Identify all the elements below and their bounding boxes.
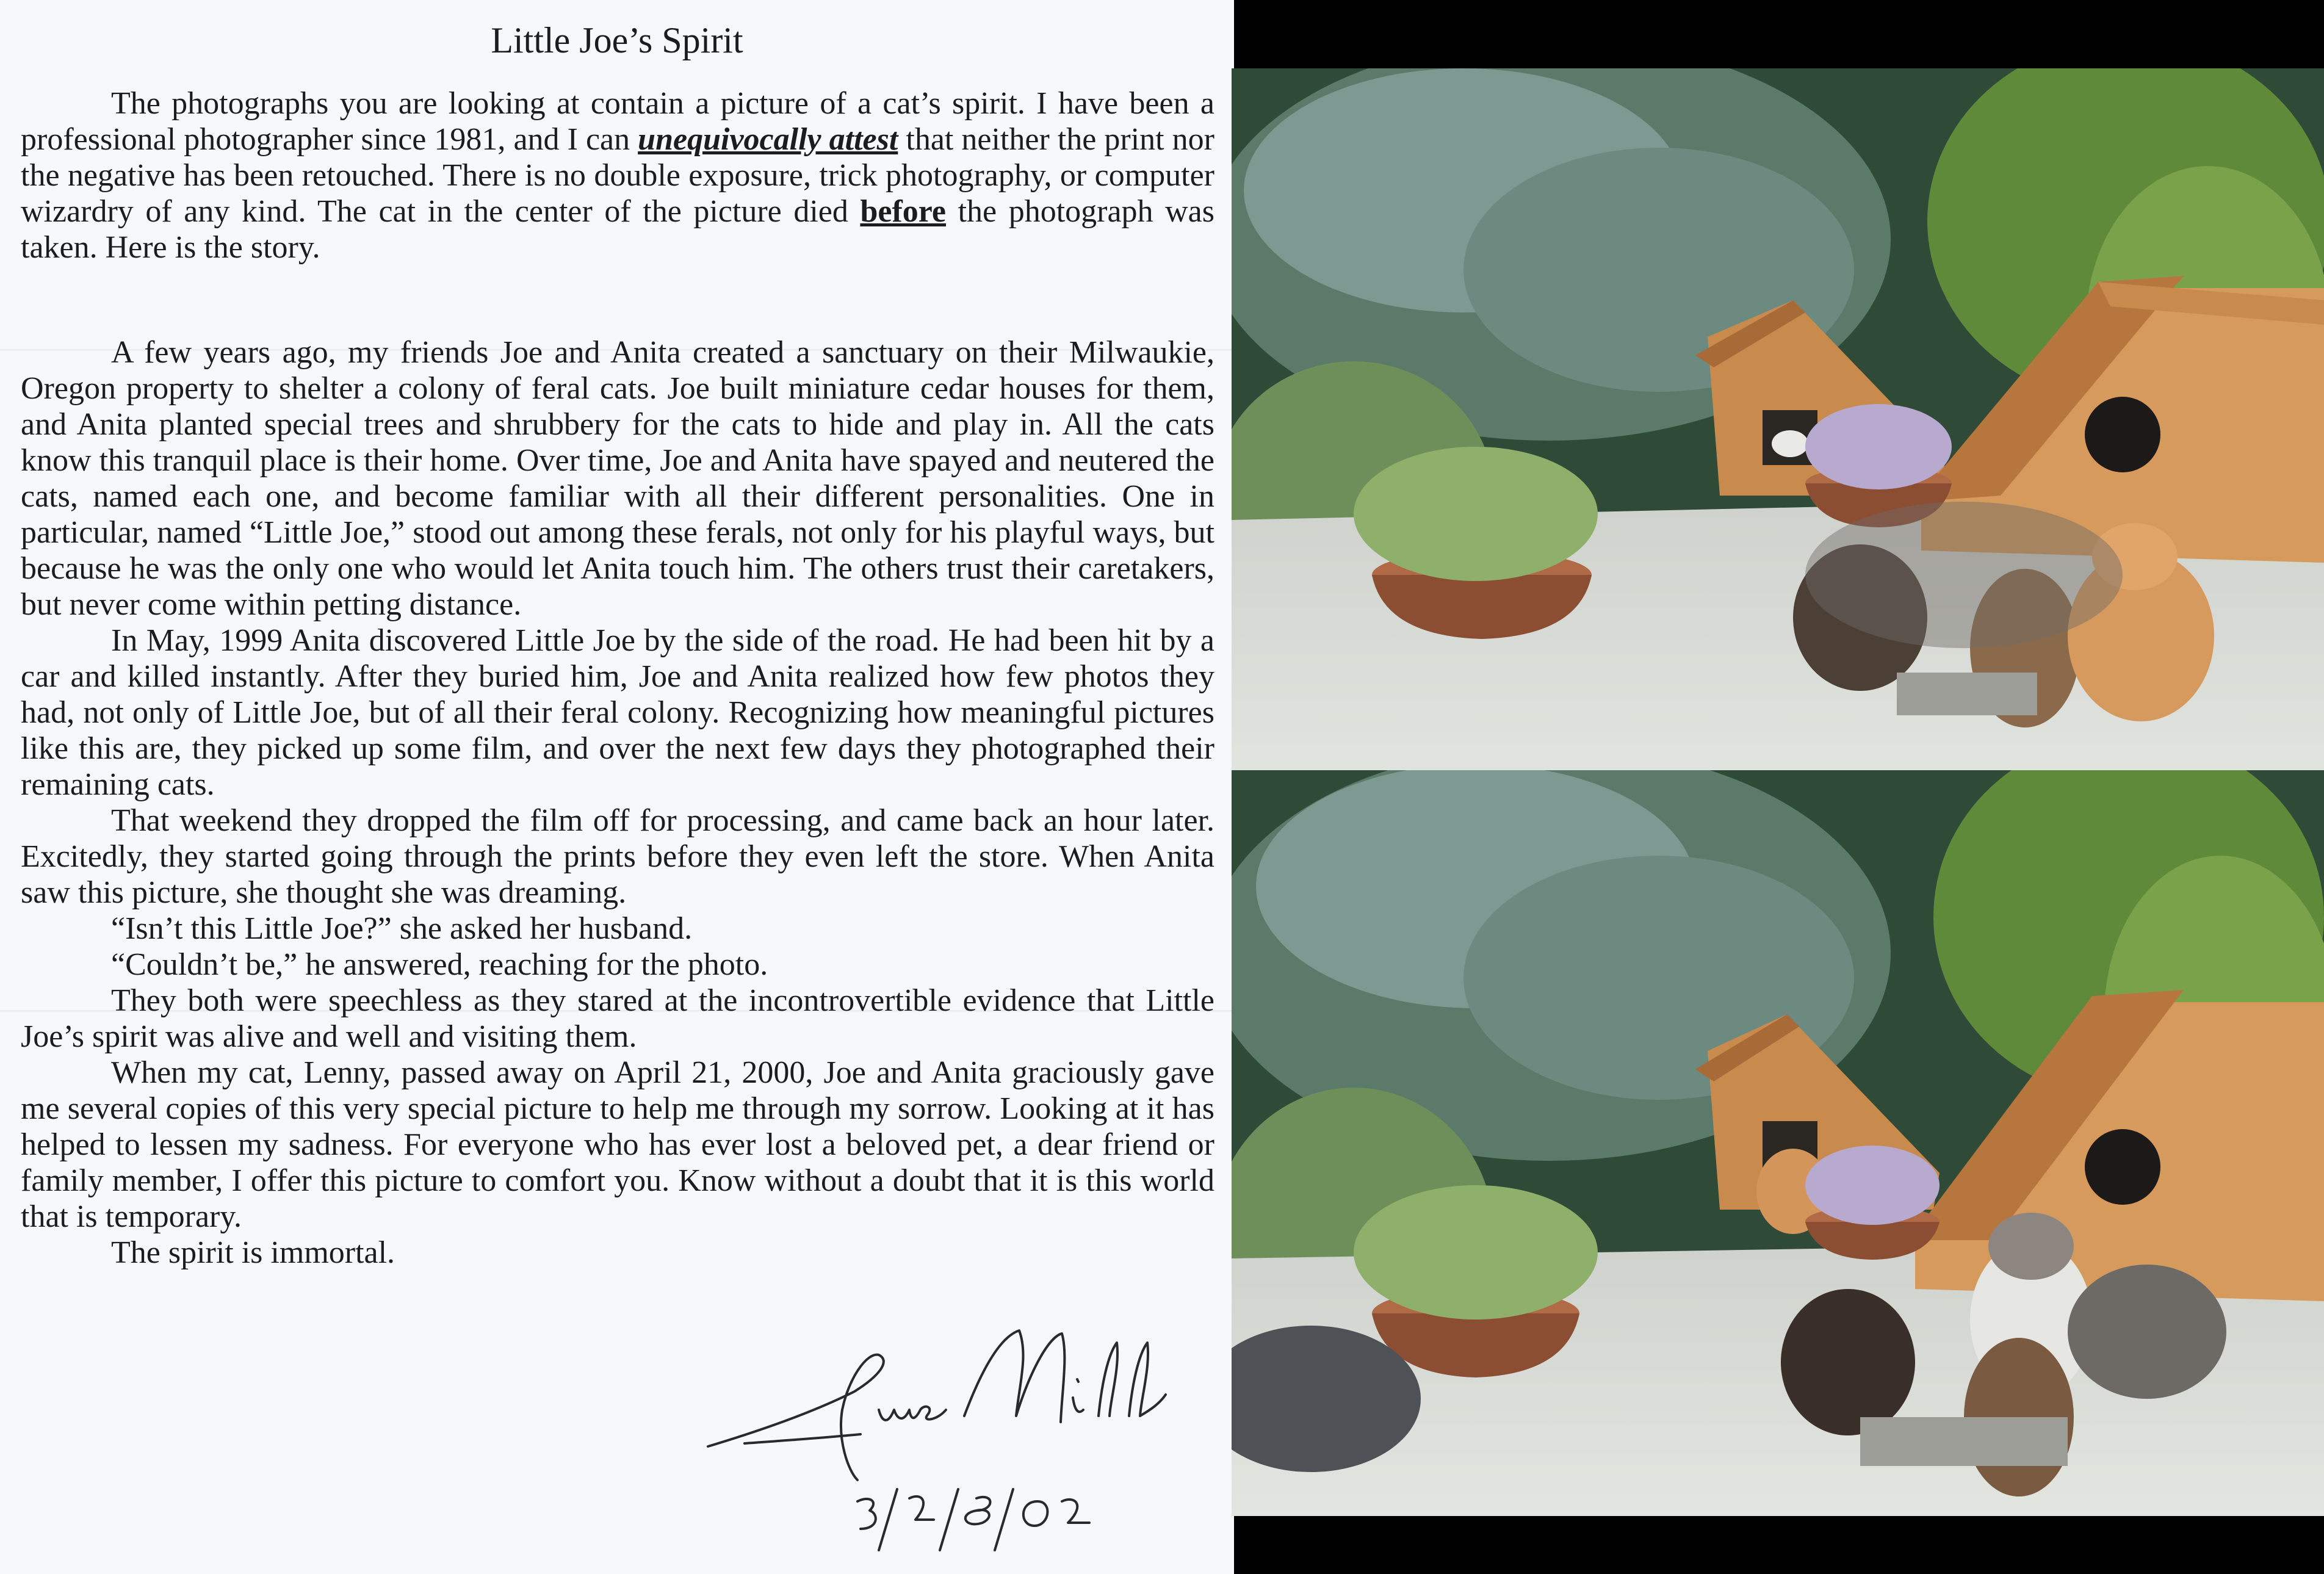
story-paragraph: That weekend they dropped the film off for processing, and came back an hour later. Excitedly, they started going through the prints before they even left the store. When Anita saw this picture, she thought she was dreaming. [21, 803, 1214, 910]
intro-text: that neither the print nor the negative has been retouched. There is no double exposure, trick photography, or computer wizardry of any kind. The cat in the center of the picture died [21, 122, 1214, 229]
story-paragraph: When my cat, Lenny, passed away on April 21, 2000, Joe and Anita graciously gave me several copies of this very special picture to help me through my sorrow. Looking at it has helped to lessen my sadness. For everyone who has ever lost a beloved pet, a dear friend or family member, I offer this picture to comfort you. Know without a doubt that it is this world that is temporary. [21, 1055, 1214, 1234]
emphasis-text: unequivocally attest [638, 122, 898, 157]
story-paragraph: “Couldn’t be,” he answered, reaching for the photo. [111, 947, 768, 982]
story-paragraph: The spirit is immortal. [111, 1235, 395, 1270]
letter-title: Little Joe’s Spirit [491, 20, 743, 60]
top-photograph [1232, 68, 2324, 770]
intro-text: The photographs you are looking at contain a picture of a cat’s spirit. I have been a professional photographer since 1981, and I can [21, 86, 1214, 157]
story-paragraph: A few years ago, my friends Joe and Anita created a sanctuary on their Milwaukie, Oregon property to shelter a colony of feral cats. Joe built miniature cedar houses for them, and Anita planted special trees and shrubbery for the cats to hide and play in. All the cats know this tranquil place is their home. Over time, Joe and Anita have spayed and neutered the cats, named each one, and become familiar with all their different personalities. One in particular, named “Little Joe,” stood out among these ferals, not only for his playful ways, but because he was the only one who would let Anita touch him. The others trust their caretakers, but never come within petting distance. [21, 335, 1214, 622]
story-body [21, 334, 1214, 1271]
bottom-photograph [1232, 770, 2324, 1516]
intro-text: the photograph was taken. Here is the story. [21, 194, 1214, 265]
scan-border [1234, 0, 2324, 67]
intro-paragraph [21, 85, 1214, 265]
story-paragraph: They both were speechless as they stared at the incontrovertible evidence that Little Joe’s spirit was alive and well and visiting them. [21, 983, 1214, 1054]
emphasis-text: before [860, 194, 946, 229]
story-paragraph: In May, 1999 Anita discovered Little Joe by the side of the road. He had been hit by a car and killed instantly. After they buried him, Joe and Anita realized how few photos they had, not only of Little Joe, but of all their feral colony. Recognizing how meaningful pictures like this are, they picked up some film, and over the next few days they photographed their remaining cats. [21, 623, 1214, 802]
handwritten-signature [696, 1318, 1184, 1562]
story-paragraph: “Isn’t this Little Joe?” she asked her husband. [111, 911, 693, 946]
